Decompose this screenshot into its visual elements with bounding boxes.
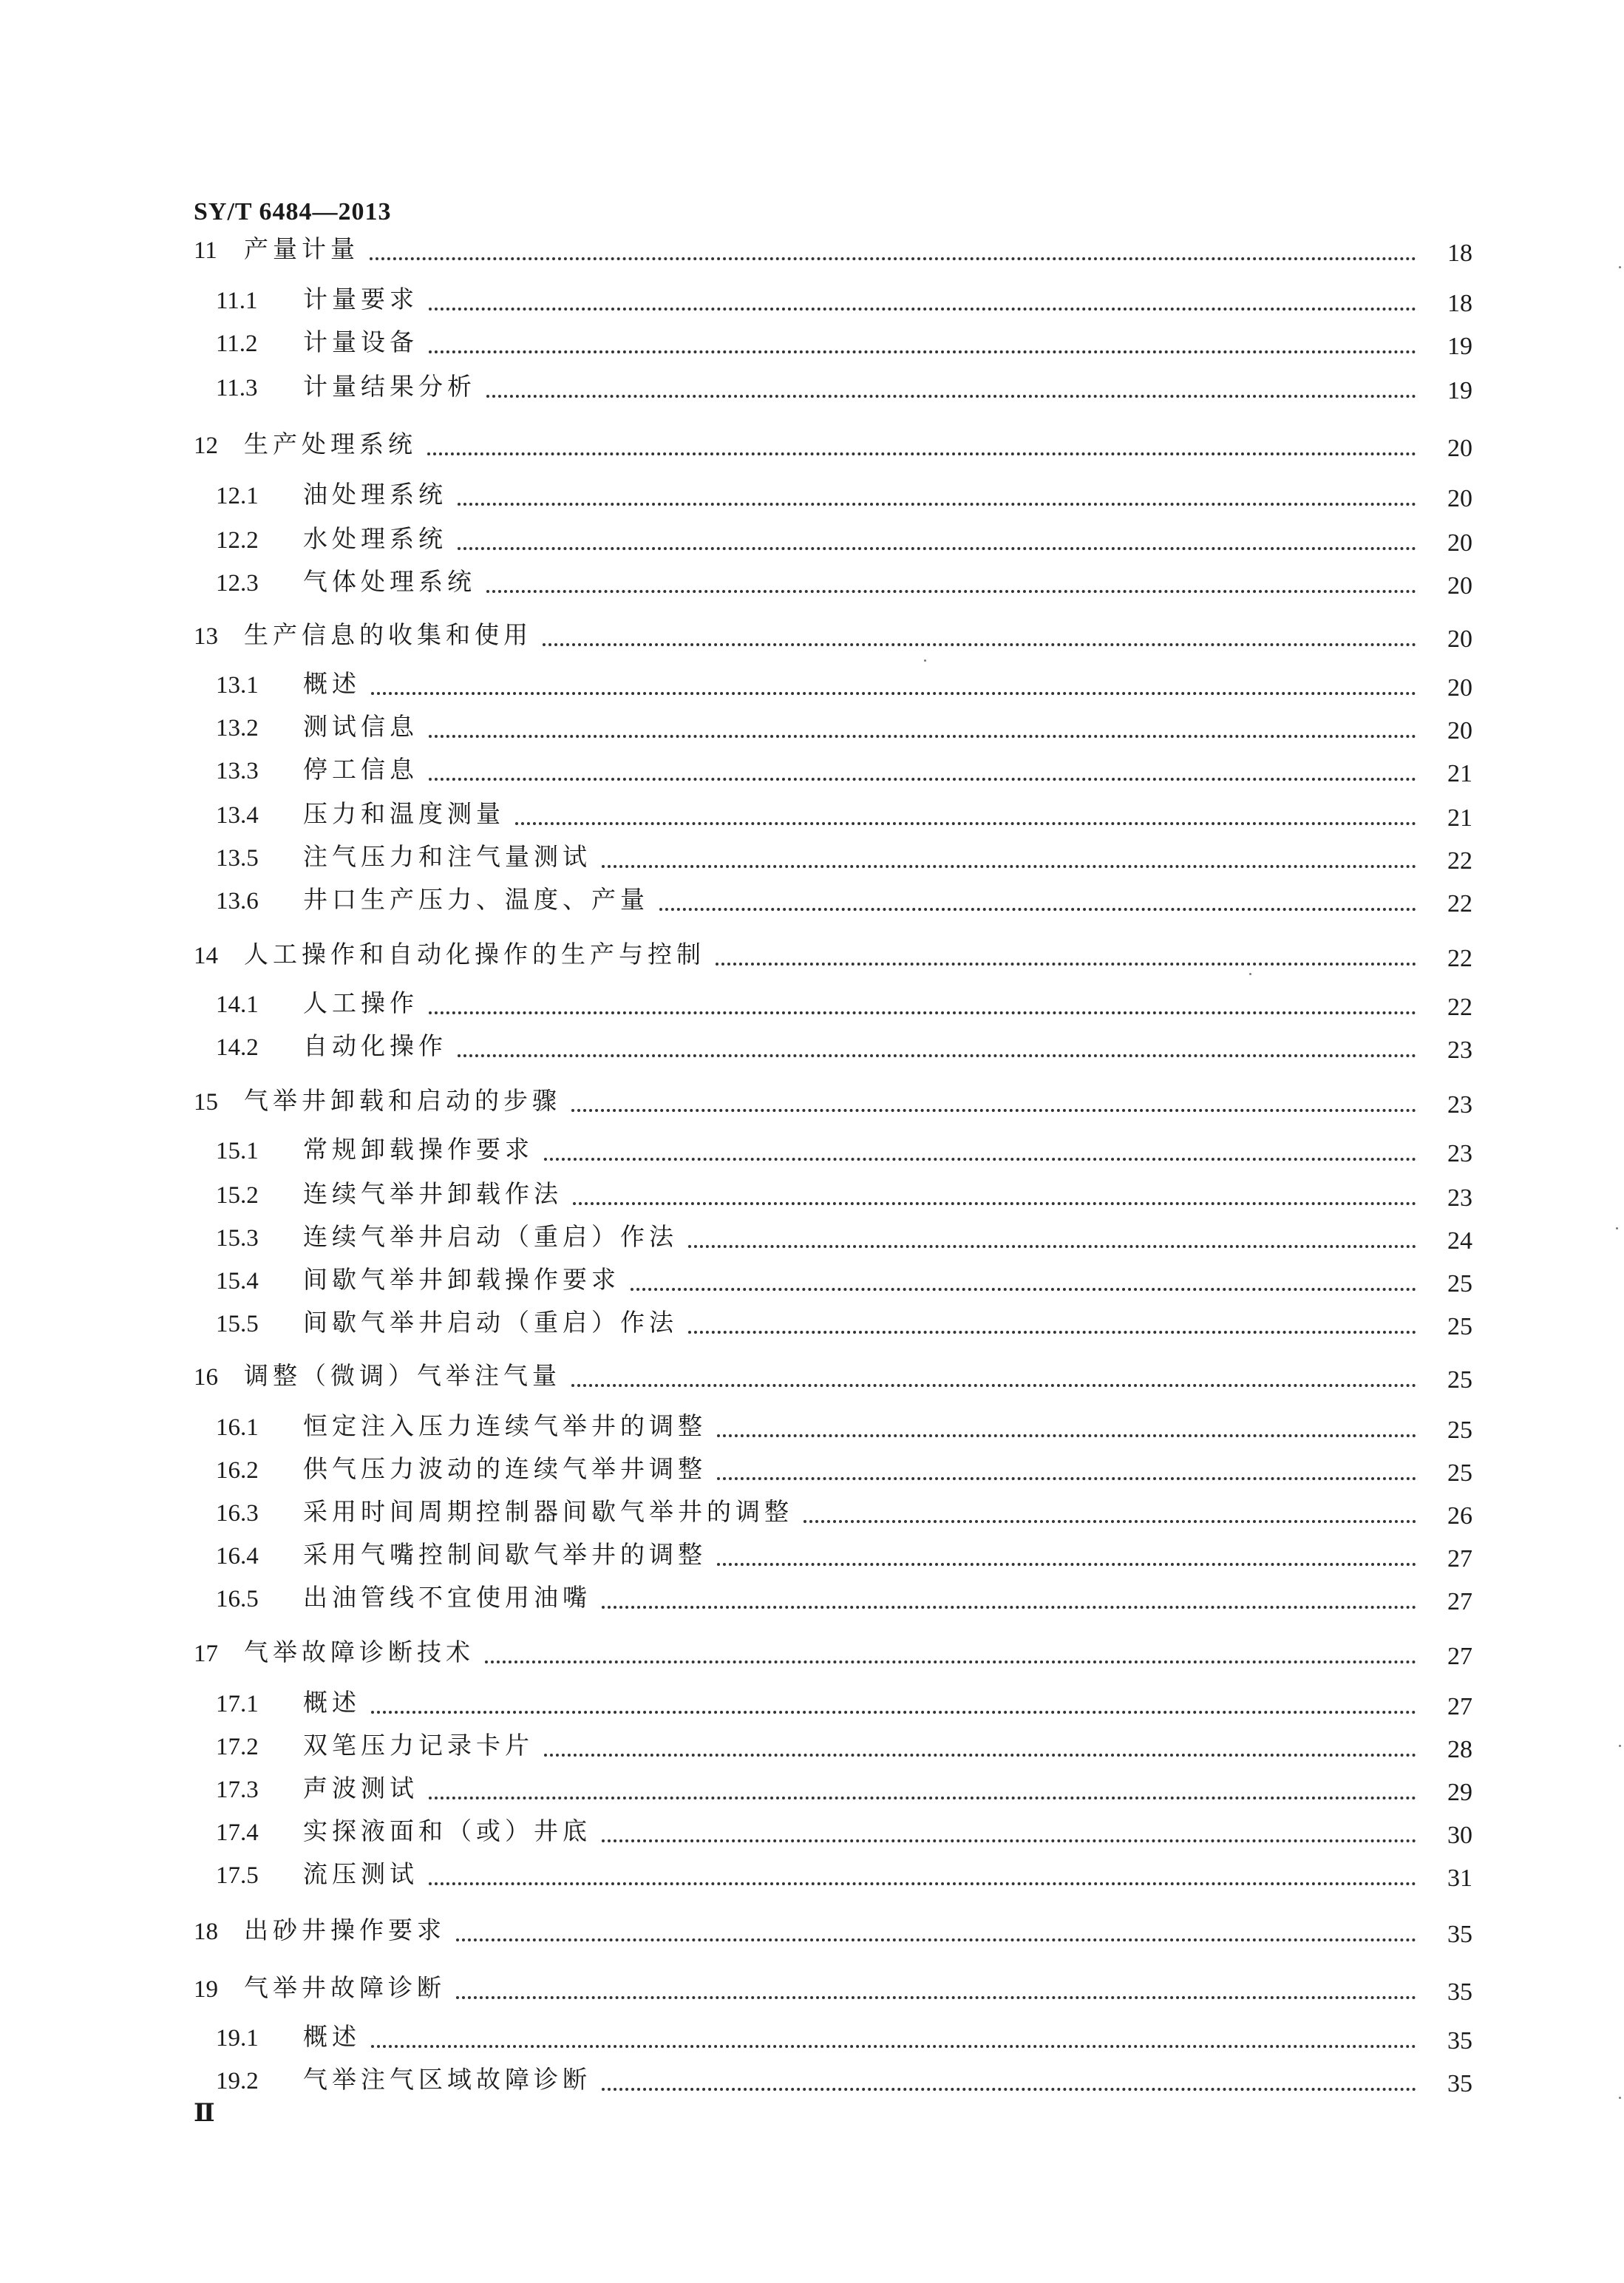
toc-entry-number: 17.3 [216, 1777, 259, 1803]
toc-leader-dots [717, 1477, 1416, 1480]
toc-entry[interactable] [0, 231, 1624, 269]
toc-entry[interactable] [0, 1218, 1624, 1257]
toc-entry-page: 27 [1447, 1643, 1472, 1670]
toc-entry-number: 11.1 [216, 288, 258, 314]
toc-entry-title: 双笔压力记录卡片 [303, 1731, 534, 1760]
toc-leader-dots [429, 1797, 1416, 1799]
toc-leader-dots [429, 308, 1416, 311]
toc-entry-title: 生产处理系统 [244, 430, 417, 458]
toc-entry-title: 采用气嘴控制间歇气举井的调整 [303, 1540, 707, 1569]
toc-entry-title: 流压测试 [303, 1859, 418, 1888]
scan-speck [1619, 266, 1621, 268]
toc-entry-page: 22 [1447, 847, 1472, 875]
toc-entry[interactable] [0, 1856, 1624, 1894]
toc-leader-dots [429, 778, 1416, 781]
toc-entry-title: 出油管线不宜使用油嘴 [303, 1583, 591, 1612]
toc-entry-number: 19.2 [216, 2068, 259, 2094]
toc-entry-title: 连续气举井卸载作法 [303, 1179, 563, 1208]
toc-entry-page: 35 [1447, 2027, 1472, 2055]
toc-entry-title: 连续气举井启动（重启）作法 [303, 1222, 678, 1251]
toc-leader-dots [458, 1054, 1416, 1057]
toc-leader-dots [602, 1839, 1416, 1842]
toc-leader-dots [427, 452, 1416, 455]
toc-leader-dots [370, 257, 1416, 260]
toc-entry-number: 15 [194, 1089, 218, 1116]
toc-entry-page: 35 [1447, 1921, 1472, 1948]
toc-entry[interactable] [0, 1304, 1624, 1343]
toc-entry-title: 停工信息 [303, 755, 418, 784]
toc-entry-title: 常规卸载操作要求 [303, 1135, 534, 1164]
toc-leader-dots [458, 503, 1416, 506]
toc-entry-page: 23 [1447, 1140, 1472, 1167]
toc-entry[interactable] [0, 281, 1624, 319]
toc-entry-title: 气举故障诊断技术 [244, 1638, 475, 1666]
toc-entry-number: 12 [194, 432, 218, 459]
toc-entry-number: 13.6 [216, 888, 259, 915]
toc-entry[interactable] [0, 1634, 1624, 1672]
toc-entry-title: 气体处理系统 [303, 567, 476, 596]
toc-entry-page: 24 [1447, 1227, 1472, 1255]
toc-entry-title: 生产信息的收集和使用 [244, 620, 532, 649]
toc-entry[interactable] [0, 1176, 1624, 1214]
toc-entry-title: 压力和温度测量 [303, 799, 505, 828]
toc-entry-number: 16.1 [216, 1414, 259, 1441]
toc-entry-page: 20 [1447, 485, 1472, 512]
toc-entry-number: 16.5 [216, 1586, 259, 1612]
toc-entry-page: 22 [1447, 890, 1472, 917]
toc-entry-page: 21 [1447, 760, 1472, 787]
toc-leader-dots [515, 822, 1416, 825]
toc-entry-title: 出砂井操作要求 [244, 1916, 446, 1944]
toc-entry-title: 注气压力和注气量测试 [303, 842, 591, 871]
toc-entry-number: 16 [194, 1364, 218, 1391]
toc-entry-number: 17.4 [216, 1819, 259, 1846]
toc-entry-title: 计量设备 [303, 328, 418, 356]
toc-entry-number: 11 [194, 237, 217, 264]
toc-entry-number: 11.2 [216, 330, 258, 357]
toc-entry[interactable] [0, 881, 1624, 920]
toc-entry[interactable] [0, 1131, 1624, 1170]
toc-entry-number: 15.5 [216, 1311, 259, 1337]
toc-entry-number: 17.2 [216, 1734, 259, 1760]
toc-entry-number: 19.1 [216, 2025, 259, 2052]
toc-entry-number: 13.3 [216, 758, 259, 784]
toc-entry-page: 26 [1447, 1502, 1472, 1530]
toc-entry[interactable] [0, 617, 1624, 655]
toc-entry[interactable] [0, 563, 1624, 602]
toc-leader-dots [486, 590, 1416, 593]
toc-leader-dots [688, 1245, 1416, 1248]
toc-entry-title: 概述 [303, 2022, 361, 2051]
toc-entry-page: 27 [1447, 1545, 1472, 1573]
toc-leader-dots [429, 735, 1416, 738]
toc-entry-title: 间歇气举井卸载操作要求 [303, 1265, 620, 1294]
toc-entry-number: 16.4 [216, 1543, 259, 1570]
toc-entry-page: 29 [1447, 1779, 1472, 1806]
page-number: Ⅱ [194, 2100, 215, 2127]
toc-entry-number: 14.1 [216, 991, 259, 1018]
toc-entry-title: 概述 [303, 669, 361, 698]
scan-speck [924, 659, 926, 662]
toc-entry-page: 30 [1447, 1822, 1472, 1849]
toc-entry-page: 22 [1447, 994, 1472, 1021]
toc-entry-page: 18 [1447, 290, 1472, 317]
toc-entry-number: 13.2 [216, 715, 259, 742]
toc-leader-dots [544, 1754, 1416, 1757]
toc-entry[interactable] [0, 1357, 1624, 1396]
toc-leader-dots [602, 1606, 1416, 1609]
toc-entry-number: 15.2 [216, 1182, 259, 1209]
scan-speck [1619, 2097, 1621, 2099]
toc-leader-dots [631, 1288, 1416, 1291]
toc-entry-page: 25 [1447, 1313, 1472, 1340]
toc-entry[interactable] [0, 1493, 1624, 1532]
toc-entry[interactable] [0, 1451, 1624, 1489]
toc-leader-dots [429, 1011, 1416, 1014]
toc-entry-number: 12.3 [216, 570, 259, 597]
toc-leader-dots [803, 1520, 1416, 1523]
toc-entry-number: 14 [194, 943, 218, 969]
toc-entry-page: 18 [1447, 240, 1472, 267]
toc-leader-dots [458, 547, 1416, 550]
toc-leader-dots [716, 963, 1416, 966]
toc-entry[interactable] [0, 665, 1624, 704]
toc-leader-dots [456, 1938, 1416, 1941]
toc-entry[interactable] [0, 708, 1624, 747]
toc-leader-dots [717, 1434, 1416, 1437]
toc-entry-page: 20 [1447, 625, 1472, 653]
toc-entry-page: 20 [1447, 674, 1472, 702]
toc-entry-title: 供气压力波动的连续气举井调整 [303, 1454, 707, 1483]
toc-entry-number: 15.4 [216, 1268, 259, 1295]
toc-entry-page: 23 [1447, 1037, 1472, 1064]
toc-leader-dots [571, 1384, 1416, 1387]
toc-leader-dots [717, 1563, 1416, 1566]
toc-entry-page: 35 [1447, 2070, 1472, 2097]
toc-entry-page: 25 [1447, 1417, 1472, 1444]
toc-entry-page: 25 [1447, 1459, 1472, 1487]
toc-entry-page: 25 [1447, 1270, 1472, 1297]
toc-leader-dots [602, 865, 1416, 868]
toc-entry[interactable] [0, 520, 1624, 559]
toc-leader-dots [429, 1882, 1416, 1885]
toc-entry[interactable] [0, 796, 1624, 834]
toc-entry-number: 13.1 [216, 672, 259, 699]
toc-entry-title: 产量计量 [244, 234, 359, 263]
toc-entry-page: 20 [1447, 717, 1472, 744]
toc-entry-title: 采用时间周期控制器间歇气举井的调整 [303, 1497, 793, 1526]
toc-entry-title: 气举井故障诊断 [244, 1973, 446, 2002]
toc-entry-number: 19 [194, 1976, 218, 2003]
toc-entry-title: 调整（微调）气举注气量 [244, 1361, 561, 1390]
toc-entry[interactable] [0, 1912, 1624, 1950]
toc-entry[interactable] [0, 1028, 1624, 1066]
toc-entry-title: 实探液面和（或）井底 [303, 1816, 591, 1845]
toc-entry-page: 20 [1447, 529, 1472, 557]
toc-entry-title: 概述 [303, 1688, 361, 1717]
scan-speck [1616, 1227, 1618, 1229]
toc-entry-page: 23 [1447, 1091, 1472, 1119]
toc-entry-title: 间歇气举井启动（重启）作法 [303, 1308, 678, 1337]
toc-leader-dots [688, 1331, 1416, 1334]
toc-entry-page: 22 [1447, 945, 1472, 972]
toc-entry-page: 25 [1447, 1366, 1472, 1394]
toc-leader-dots [371, 1711, 1416, 1714]
toc-entry-number: 11.3 [216, 375, 258, 401]
toc-leader-dots [486, 395, 1416, 398]
toc-entry[interactable] [0, 1579, 1624, 1618]
toc-entry-number: 17 [194, 1641, 218, 1667]
toc-leader-dots [573, 1202, 1416, 1205]
toc-entry-title: 井口生产压力、温度、产量 [303, 885, 649, 914]
toc-entry-title: 人工操作 [303, 988, 418, 1017]
toc-entry-number: 17.5 [216, 1862, 259, 1889]
toc-entry[interactable] [0, 1408, 1624, 1446]
toc-entry-number: 15.1 [216, 1138, 259, 1164]
toc-leader-dots [429, 350, 1416, 353]
toc-entry-title: 气举井卸载和启动的步骤 [244, 1086, 561, 1115]
toc-entry-page: 19 [1447, 377, 1472, 404]
toc-entry-title: 计量结果分析 [303, 372, 476, 401]
toc-entry-number: 12.1 [216, 483, 259, 509]
toc-entry[interactable] [0, 1536, 1624, 1575]
toc-entry-title: 人工操作和自动化操作的生产与控制 [244, 940, 705, 969]
toc-entry[interactable] [0, 1082, 1624, 1121]
toc-leader-dots [371, 2045, 1416, 2048]
toc-entry-title: 计量要求 [303, 285, 418, 313]
toc-entry-number: 12.2 [216, 527, 259, 554]
toc-entry-number: 13.4 [216, 802, 259, 829]
toc-entry[interactable] [0, 324, 1624, 362]
toc-entry[interactable] [0, 1727, 1624, 1765]
toc-entry[interactable] [0, 2061, 1624, 2100]
toc-entry-page: 20 [1447, 572, 1472, 600]
toc-entry[interactable] [0, 1970, 1624, 2008]
toc-entry[interactable] [0, 1813, 1624, 1851]
standard-code: SY/T 6484—2013 [194, 198, 392, 225]
toc-entry-title: 声波测试 [303, 1774, 418, 1802]
toc-entry[interactable] [0, 838, 1624, 877]
toc-entry-title: 测试信息 [303, 712, 418, 741]
toc-entry-page: 21 [1447, 804, 1472, 832]
toc-entry-title: 气举注气区域故障诊断 [303, 2065, 591, 2094]
toc-entry-number: 17.1 [216, 1691, 259, 1717]
toc-entry[interactable] [0, 985, 1624, 1023]
toc-entry-page: 35 [1447, 1978, 1472, 2006]
toc-leader-dots [544, 1158, 1416, 1161]
toc-entry[interactable] [0, 936, 1624, 974]
toc-entry-title: 恒定注入压力连续气举井的调整 [303, 1411, 707, 1440]
toc-entry-number: 15.3 [216, 1225, 259, 1252]
toc-entry-page: 20 [1447, 435, 1472, 462]
toc-entry-page: 27 [1447, 1693, 1472, 1720]
toc-entry[interactable] [0, 368, 1624, 407]
toc-entry-page: 31 [1447, 1865, 1472, 1892]
toc-entry-number: 16.2 [216, 1457, 259, 1484]
toc-leader-dots [571, 1109, 1416, 1112]
toc-entry-title: 油处理系统 [303, 480, 447, 509]
toc-entry-title: 水处理系统 [303, 524, 447, 553]
toc-entry[interactable] [0, 476, 1624, 515]
toc-leader-dots [602, 2088, 1416, 2091]
toc-entry-title: 自动化操作 [303, 1031, 447, 1060]
toc-entry[interactable] [0, 751, 1624, 790]
toc-entry-number: 13.5 [216, 845, 259, 872]
toc-entry-page: 27 [1447, 1588, 1472, 1615]
toc-entry-number: 16.3 [216, 1500, 259, 1527]
toc-entry-number: 18 [194, 1919, 218, 1945]
toc-entry-page: 28 [1447, 1736, 1472, 1763]
toc-entry-number: 13 [194, 623, 218, 650]
scan-speck [1249, 973, 1251, 975]
toc-entry-page: 19 [1447, 333, 1472, 360]
toc-entry-page: 23 [1447, 1184, 1472, 1212]
toc-entry[interactable] [0, 1261, 1624, 1300]
toc-entry-number: 14.2 [216, 1034, 259, 1061]
toc-entry[interactable] [0, 2018, 1624, 2057]
toc-entry[interactable] [0, 426, 1624, 464]
toc-leader-dots [543, 643, 1416, 646]
toc-leader-dots [456, 1996, 1416, 1999]
toc-leader-dots [485, 1660, 1416, 1663]
toc-leader-dots [371, 692, 1416, 695]
toc-entry[interactable] [0, 1770, 1624, 1808]
toc-leader-dots [659, 908, 1416, 911]
scan-speck [1619, 1745, 1621, 1747]
toc-entry[interactable] [0, 1684, 1624, 1723]
